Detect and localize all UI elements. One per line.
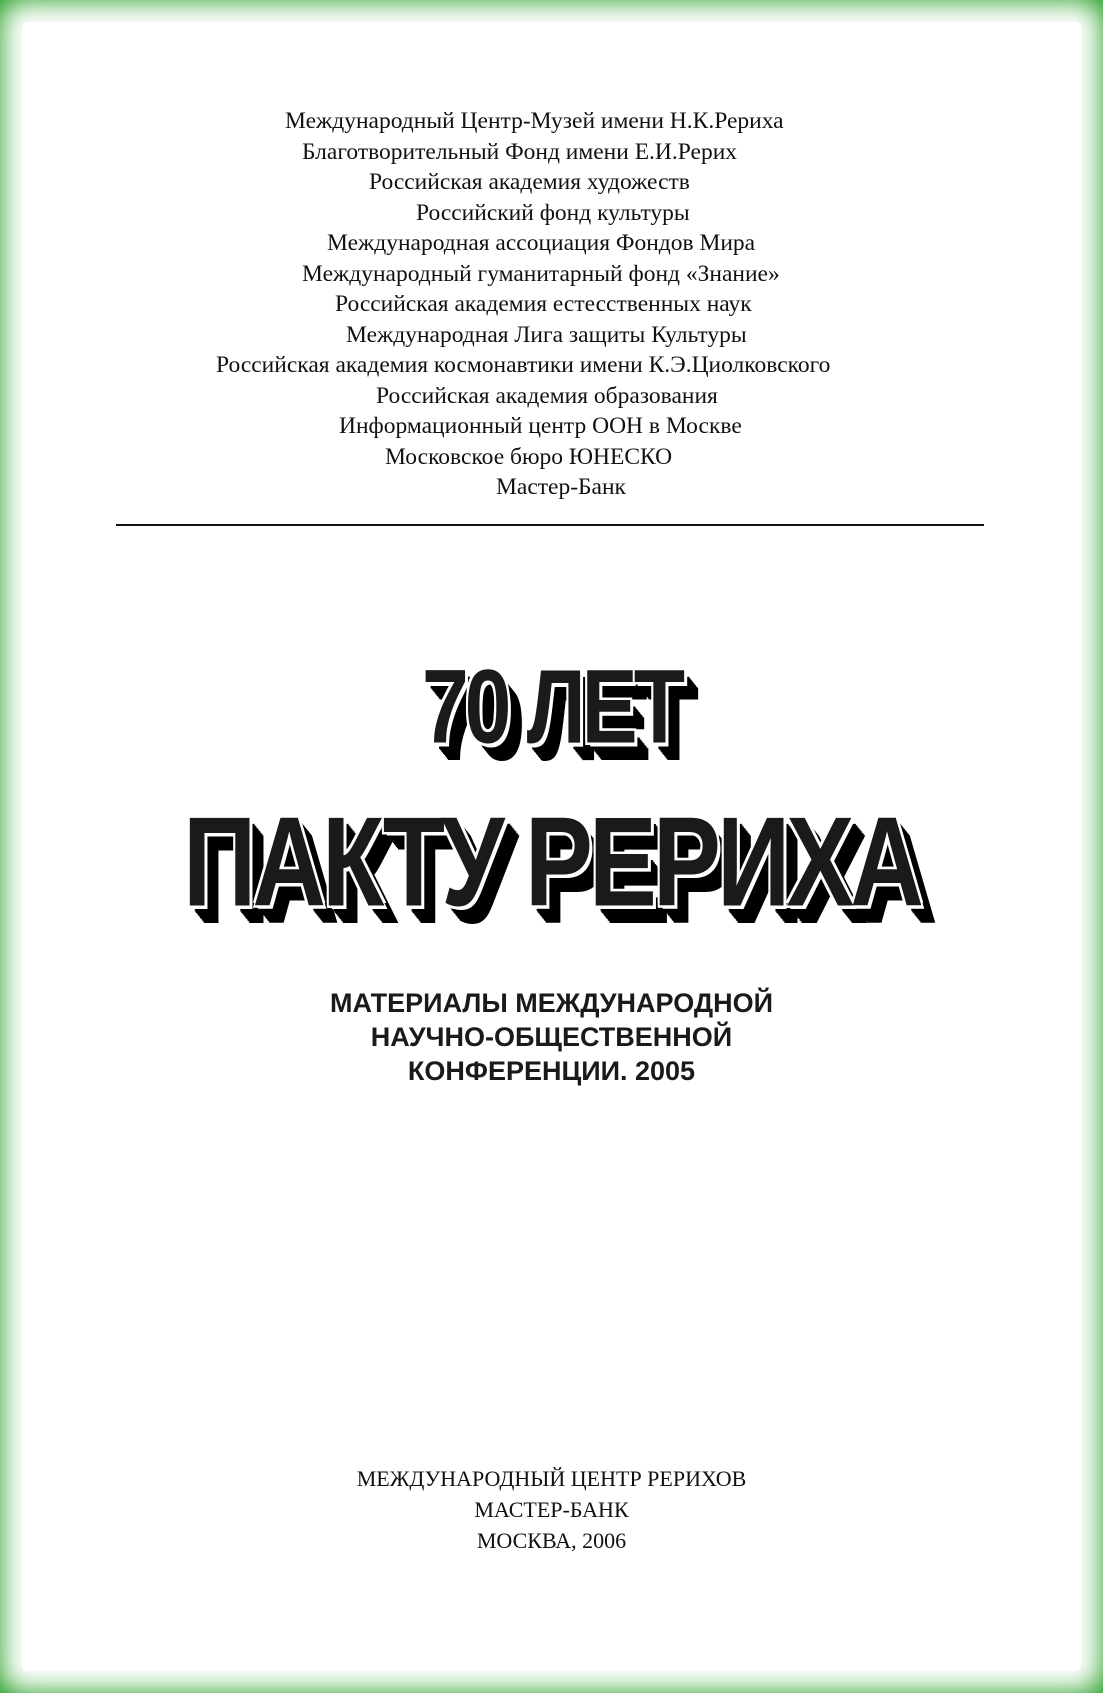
organization-item: Информационный центр ООН в Москве bbox=[339, 413, 742, 439]
organization-item: Международная ассоциация Фондов Мира bbox=[327, 230, 756, 256]
organization-item: Российская академия естесственных наук bbox=[335, 291, 752, 317]
organization-item: Московское бюро ЮНЕСКО bbox=[385, 443, 673, 470]
book-subtitle bbox=[0, 986, 1103, 1088]
organization-item: Российская академия художеств bbox=[369, 169, 690, 195]
organization-item: Международный гуманитарный фонд «Знание» bbox=[302, 260, 780, 287]
publisher-line: МЕЖДУНАРОДНЫЙ ЦЕНТР РЕРИХОВ bbox=[356, 1466, 747, 1491]
organizations-list bbox=[116, 106, 984, 503]
book-title-line-1: 70 ЛЕТ bbox=[421, 647, 682, 765]
publisher-line: МОСКВА, 2006 bbox=[476, 1528, 627, 1553]
organization-item: Российская академия образования bbox=[376, 382, 718, 409]
organization-item: Российский фонд культуры bbox=[416, 199, 690, 226]
subtitle-line: МАТЕРИАЛЫ МЕЖДУНАРОДНОЙ bbox=[330, 988, 773, 1018]
subtitle-line: НАУЧНО-ОБЩЕСТВЕННОЙ bbox=[370, 1022, 733, 1052]
organization-item: Российская академия космонавтики имени К.Э.Циолковского bbox=[216, 352, 831, 378]
divider-rule bbox=[116, 524, 984, 526]
subtitle-line: КОНФЕРЕНЦИИ. 2005 bbox=[407, 1056, 696, 1086]
organization-item: Мастер-Банк bbox=[496, 474, 626, 500]
publisher-imprint bbox=[0, 1463, 1103, 1556]
organization-item: Международная Лига защиты Культуры bbox=[346, 321, 747, 348]
organization-item: Международный Центр-Музей имени Н.К.Рериха bbox=[285, 108, 784, 134]
organization-item: Благотворительный Фонд имени Е.И.Рерих bbox=[302, 138, 738, 165]
publisher-line: МАСТЕР-БАНК bbox=[474, 1497, 629, 1522]
book-title-line-2: ПАКТУ РЕРИХА bbox=[183, 790, 920, 933]
